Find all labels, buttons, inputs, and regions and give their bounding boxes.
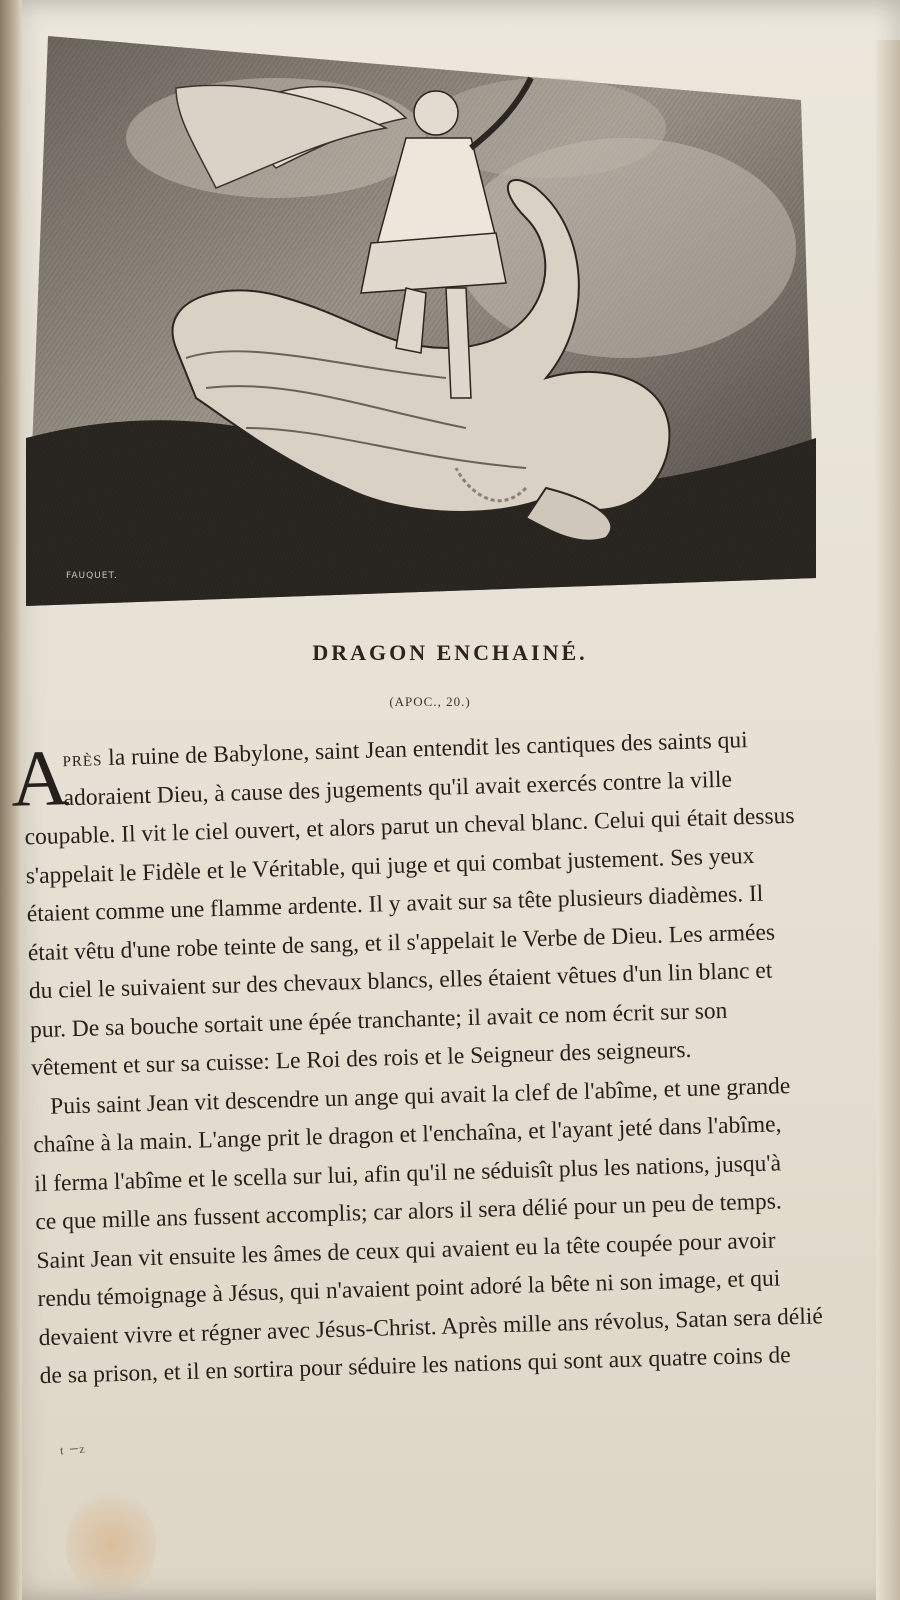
text-line: devaient vivre et régner avec Jésus-Christ. Après mille ans révolus, Satan sera délié	[38, 1302, 824, 1351]
text-line: s'appelait le Fidèle et le Véritable, qui juge et qui combat justement. Ses yeux	[25, 842, 755, 889]
text-line: il ferma l'abîme et le scella sur lui, afin qu'il ne séduisît plus les nations, jusqu'à	[33, 1149, 782, 1197]
engraver-signature-right: PÉGARD.	[741, 588, 793, 599]
body-text	[0, 716, 900, 1396]
angel-head	[414, 91, 458, 135]
page-title: DRAGON ENCHAINÉ.	[312, 640, 588, 665]
first-word-smallcaps: PRÈS	[62, 753, 103, 771]
text-line: rendu témoignage à Jésus, qui n'avaient point adoré la bête ni son image, et qui	[37, 1265, 781, 1313]
engraver-signature-left: FAUQUET.	[66, 571, 118, 581]
text-line: Saint Jean vit ensuite les âmes de ceux qui avaient eu la tête coupée pour avoir	[36, 1227, 776, 1274]
text-line: Puis saint Jean vit descendre un ange qui avait la clef de l'abîme, et une grande	[49, 1072, 791, 1120]
text-line: ce que mille ans fussent accomplis; car alors il sera délié pour un peu de temps.	[35, 1188, 783, 1236]
text-line: étaient comme une flamme ardente. Il y avait sur sa tête plusieurs diadèmes. Il	[26, 880, 764, 928]
text-line: de sa prison, et il en sortira pour séduire les nations qui sont aux quatre coins de	[39, 1342, 791, 1390]
text-line: était vêtu d'une robe teinte de sang, et il s'appelait le Verbe de Dieu. Les armées	[27, 918, 776, 966]
engraving-illustration	[26, 18, 816, 606]
text-line: du ciel le suivaient sur des chevaux blancs, elles étaient vêtues d'un lin blanc et	[28, 957, 773, 1005]
text-line: vêtement et sur sa cuisse: Le Roi des rois et le Seigneur des seigneurs.	[30, 1036, 692, 1082]
scripture-reference: (APOC., 20.)	[389, 694, 471, 709]
text-line: adoraient Dieu, à cause des jugements qu'il avait exercés contre la ville	[63, 766, 733, 811]
drop-cap: A	[9, 734, 71, 824]
text-line: chaîne à la main. L'ange prit le dragon et l'enchaîna, et l'ayant jeté dans l'abîme,	[32, 1111, 782, 1159]
pencil-mark: ᵗ ⁻ᶻ	[59, 1441, 86, 1465]
engraving-svg	[26, 18, 816, 606]
text-line: coupable. Il vit le ciel ouvert, et alors parut un cheval blanc. Celui qui était dessus	[24, 802, 795, 851]
text-line-content: la ruine de Babylone, saint Jean entendit les cantiques des saints qui	[101, 727, 748, 772]
angel-tunic	[361, 233, 506, 293]
text-line: pur. De sa bouche sortait une épée tranchante; il avait ce nom écrit sur son	[29, 997, 728, 1043]
foxing-stain	[66, 1490, 156, 1600]
